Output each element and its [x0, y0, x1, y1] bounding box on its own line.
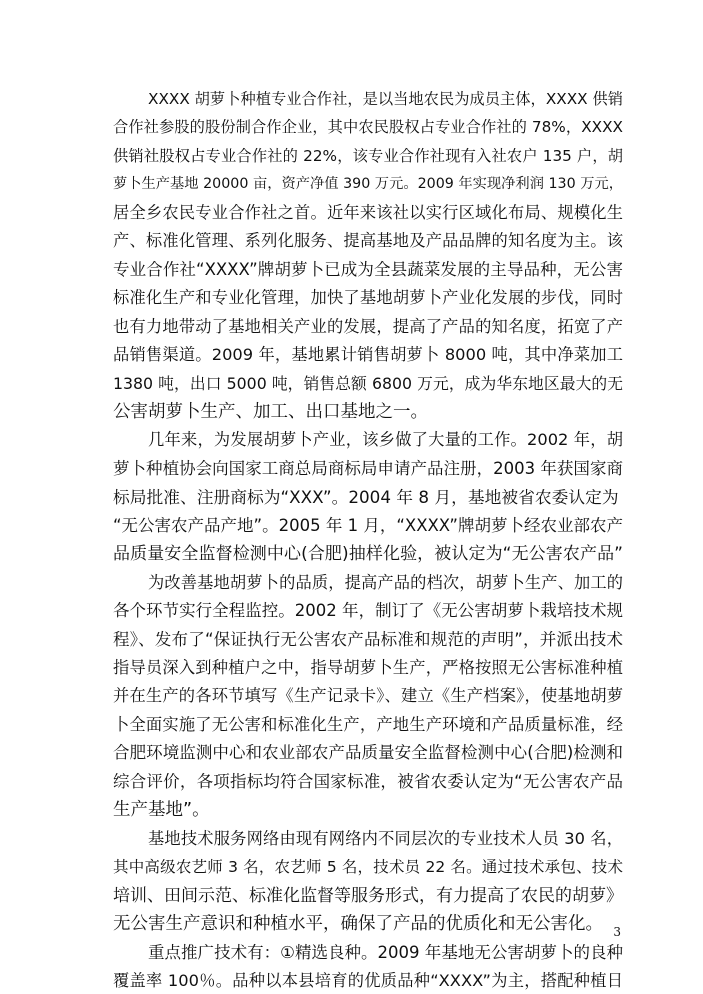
text-line: 生产基地”。 [113, 800, 210, 820]
page-number: 3 [613, 925, 621, 939]
text-line: 并在生产的各环节填写《生产记录卡》、建立《生产档案》，使基地胡萝 [113, 686, 623, 705]
text-line: 品质量安全监督检测中心(合肥)抽样化验，被认定为“无公害农产品” [113, 544, 623, 564]
text-line: 也有力地带动了基地相关产业的发展，提高了产品的知名度，拓宽了产 [113, 317, 623, 336]
text-line: 供销社股权占专业合作社的 22%，该专业合作社现有入社农户 135 户，胡 [113, 147, 623, 165]
text-line: “无公害农产品产地”。2005 年 1 月，“XXXX”牌胡萝卜经农业部农产 [113, 516, 623, 535]
text-line: 萝卜生产基地 20000 亩，资产净值 390 万元。2009 年实现净利润 130 万元， [113, 176, 623, 192]
text-line: 公害胡萝卜生产、加工、出口基地之一。 [113, 402, 428, 422]
text-line: 培训、田间示范、标准化监督等服务形式，有力提高了农民的胡萝》 [113, 886, 623, 906]
text-line: 产、标准化管理、系列化服务、提高基地及产品品牌的知名度为主。该 [113, 231, 623, 250]
text-line: 专业合作社“XXXX”牌胡萝卜已成为全县蔬菜发展的主导品种，无公害 [113, 260, 623, 279]
text-line: 几年来，为发展胡萝卜产业，该乡做了大量的工作。2002 年，胡 [148, 430, 623, 449]
text-line: 重点推广技术有：①精选良种。2009 年基地无公害胡萝卜的良种 [148, 943, 623, 962]
text-line: 品销售渠道。2009 年，基地累计销售胡萝卜 8000 吨，其中净菜加工 [113, 345, 623, 364]
text-line: 各个环节实行全程监控。2002 年，制订了《无公害胡萝卜栽培技术规 [113, 601, 623, 620]
text-line: 无公害生产意识和种植水平，确保了产品的优质化和无公害化。 [113, 914, 603, 934]
text-line: 综合评价，各项指标均符合国家标准，被省农委认定为“无公害农产品 [113, 772, 623, 791]
text-line: 覆盖率 100％。品种以本县培育的优质品种“XXXX”为主，搭配种植日 [113, 971, 623, 990]
text-line: 1380 吨，出口 5000 吨，销售总额 6800 万元，成为华东地区最大的无 [113, 374, 623, 393]
text-line: 卜全面实施了无公害和标准化生产，产地生产环境和产品质量标准，经 [113, 715, 623, 734]
text-line: 基地技术服务网络由现有网络内不同层次的专业技术人员 30 名， [148, 829, 623, 848]
text-line: 标局批准、注册商标为“XXX”。2004 年 8 月，基地被省农委认定为 [113, 487, 619, 507]
text-line: 萝卜种植协会向国家工商总局商标局申请产品注册，2003 年获国家商 [113, 459, 623, 478]
text-line: 为改善基地胡萝卜的品质，提高产品的档次，胡萝卜生产、加工的 [148, 573, 623, 592]
text-line: 程》、发布了“保证执行无公害农产品标准和规范的声明”，并派出技术 [113, 630, 623, 649]
text-line: 居全乡农民专业合作社之首。近年来该社以实行区域化布局、规模化生 [113, 203, 623, 222]
text-line: 合作社参股的股份制合作企业，其中农民股权占专业合作社的 78%，XXXX [113, 118, 623, 136]
text-line: 合肥环境监测中心和农业部农产品质量安全监督检测中心(合肥)检测和 [113, 743, 623, 762]
text-line: XXXX 胡萝卜种植专业合作社，是以当地农民为成员主体，XXXX 供销 [148, 90, 623, 108]
text-line: 指导员深入到种植户之中，指导胡萝卜生产，严格按照无公害标准种植 [113, 658, 623, 677]
text-line: 标准化生产和专业化管理，加快了基地胡萝卜产业化发展的步伐，同时 [113, 288, 623, 307]
text-line: 其中高级农艺师 3 名，农艺师 5 名，技术员 22 名。通过技术承包、技术 [113, 858, 623, 876]
